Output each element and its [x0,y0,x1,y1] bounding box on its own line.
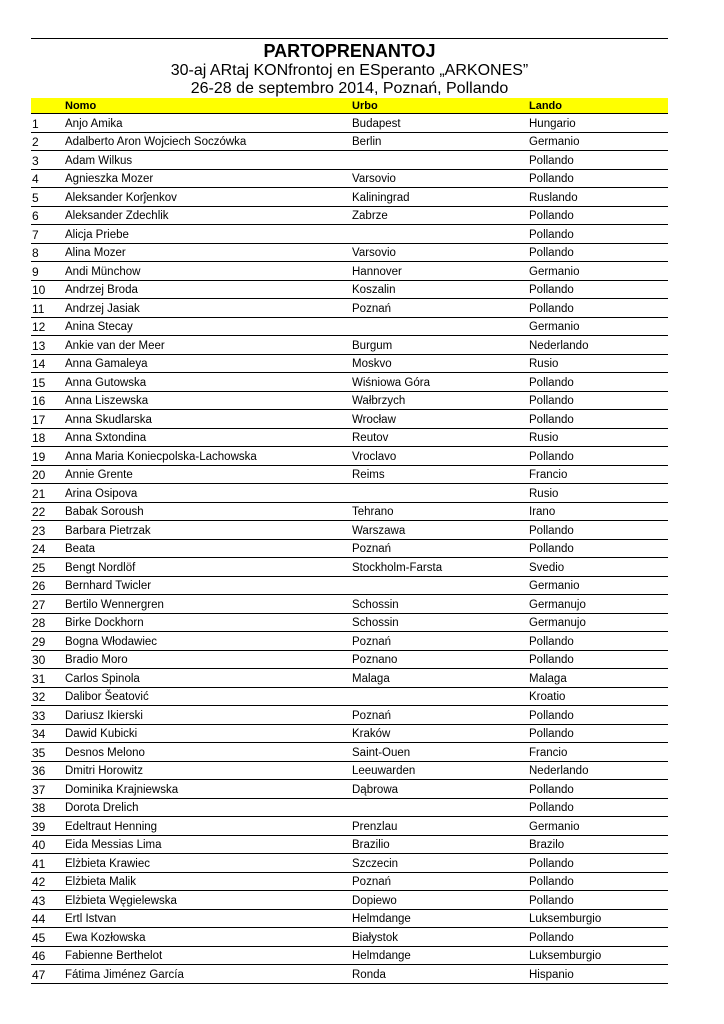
participant-name: Annie Grente [65,465,352,484]
participant-country: Pollando [529,225,668,244]
participant-city: Stockholm-Farsta [352,558,529,577]
table-row [31,132,668,151]
row-number: 14 [31,354,65,373]
row-number: 28 [31,613,65,632]
participant-country: Pollando [529,780,668,799]
row-number: 31 [31,669,65,688]
participant-name: Bertilo Wennergren [65,595,352,614]
participant-city: Reims [352,465,529,484]
participant-country: Pollando [529,373,668,392]
row-number: 13 [31,336,65,355]
participant-country: Germanio [529,132,668,151]
participant-city [352,225,529,244]
table-row [31,280,668,299]
table-row [31,206,668,225]
participant-city: Szczecin [352,854,529,873]
participant-city: Schossin [352,595,529,614]
participant-country: Pollando [529,724,668,743]
row-number: 9 [31,262,65,281]
participant-city: Tehrano [352,502,529,521]
participant-name: Elżbieta Krawiec [65,854,352,873]
participant-city: Ronda [352,965,529,984]
participant-city: Helmdange [352,909,529,928]
table-row [31,706,668,725]
table-row [31,243,668,262]
column-header-number [31,98,65,114]
participant-city: Kaliningrad [352,188,529,207]
participant-name: Alina Mozer [65,243,352,262]
participant-name: Babak Soroush [65,502,352,521]
participant-city: Helmdange [352,946,529,965]
top-rule [31,38,668,39]
participant-city: Poznań [352,872,529,891]
participant-country: Brazilo [529,835,668,854]
participant-country: Pollando [529,280,668,299]
row-number: 12 [31,317,65,336]
table-row [31,539,668,558]
participant-country: Hispanio [529,965,668,984]
participant-name: Dorota Drelich [65,798,352,817]
participant-country: Pollando [529,854,668,873]
table-header-row [31,98,668,114]
participant-city [352,798,529,817]
participant-city: Poznano [352,650,529,669]
row-number: 39 [31,817,65,836]
participant-name: Bogna Włodawiec [65,632,352,651]
participant-country: Pollando [529,299,668,318]
table-row [31,761,668,780]
row-number: 35 [31,743,65,762]
participant-city [352,317,529,336]
table-row [31,373,668,392]
participant-name: Anna Gamaleya [65,354,352,373]
participant-country: Pollando [529,891,668,910]
participant-name: Anjo Amika [65,114,352,133]
table-row [31,595,668,614]
row-number: 21 [31,484,65,503]
participant-city [352,687,529,706]
participant-country: Pollando [529,151,668,170]
row-number: 11 [31,299,65,318]
participant-city: Saint-Ouen [352,743,529,762]
participant-country: Pollando [529,928,668,947]
row-number: 29 [31,632,65,651]
participant-name: Anna Gutowska [65,373,352,392]
participant-country: Rusio [529,354,668,373]
row-number: 41 [31,854,65,873]
table-row [31,391,668,410]
participant-country: Pollando [529,872,668,891]
participant-country: Germanujo [529,595,668,614]
participant-country: Germanio [529,317,668,336]
participant-city: Moskvo [352,354,529,373]
row-number: 33 [31,706,65,725]
row-number: 7 [31,225,65,244]
participant-country: Francio [529,743,668,762]
table-row [31,872,668,891]
participant-name: Dominika Krajniewska [65,780,352,799]
participant-city: Brazilio [352,835,529,854]
table-row [31,780,668,799]
participant-country: Rusio [529,484,668,503]
row-number: 10 [31,280,65,299]
table-row [31,946,668,965]
row-number: 4 [31,169,65,188]
participant-country: Pollando [529,410,668,429]
participant-city: Poznań [352,632,529,651]
participant-country: Francio [529,465,668,484]
participant-city: Zabrze [352,206,529,225]
column-header-city: Urbo [352,98,529,114]
row-number: 18 [31,428,65,447]
row-number: 22 [31,502,65,521]
participant-country: Nederlando [529,336,668,355]
table-row [31,484,668,503]
row-number: 30 [31,650,65,669]
table-row [31,669,668,688]
row-number: 24 [31,539,65,558]
participant-country: Svedio [529,558,668,577]
row-number: 1 [31,114,65,133]
row-number: 43 [31,891,65,910]
participant-city [352,484,529,503]
table-row [31,262,668,281]
row-number: 37 [31,780,65,799]
row-number: 34 [31,724,65,743]
participant-city: Berlin [352,132,529,151]
row-number: 47 [31,965,65,984]
table-row [31,798,668,817]
participant-name: Ewa Kozłowska [65,928,352,947]
participant-name: Bengt Nordlöf [65,558,352,577]
participant-name: Agnieszka Mozer [65,169,352,188]
participant-name: Aleksander Korĵenkov [65,188,352,207]
row-number: 27 [31,595,65,614]
participant-country: Germanio [529,576,668,595]
table-row [31,854,668,873]
participant-name: Anna Maria Koniecpolska-Lachowska [65,447,352,466]
row-number: 26 [31,576,65,595]
participant-city: Dąbrowa [352,780,529,799]
participant-name: Eida Messias Lima [65,835,352,854]
participant-city: Poznań [352,299,529,318]
table-row [31,743,668,762]
participant-name: Dariusz Ikierski [65,706,352,725]
table-row [31,114,668,133]
row-number: 44 [31,909,65,928]
participant-name: Adam Wilkus [65,151,352,170]
row-number: 5 [31,188,65,207]
participant-city: Burgum [352,336,529,355]
participant-country: Hungario [529,114,668,133]
table-row [31,909,668,928]
participant-country: Pollando [529,650,668,669]
row-number: 6 [31,206,65,225]
participant-city: Wiśniowa Góra [352,373,529,392]
participant-country: Pollando [529,391,668,410]
event-dates: 26-28 de septembro 2014, Poznań, Pollando [190,80,509,97]
row-number: 19 [31,447,65,466]
participant-city: Poznań [352,706,529,725]
participant-country: Pollando [529,169,668,188]
participant-name: Alicja Priebe [65,225,352,244]
participant-city: Kraków [352,724,529,743]
participant-city [352,151,529,170]
participant-country: Luksemburgio [529,946,668,965]
column-header-name: Nomo [65,98,352,114]
participant-country: Germanio [529,817,668,836]
participant-city: Varsovio [352,243,529,262]
row-number: 45 [31,928,65,947]
participant-name: Barbara Pietrzak [65,521,352,540]
table-row [31,169,668,188]
row-number: 46 [31,946,65,965]
participant-name: Edeltraut Henning [65,817,352,836]
participant-name: Dalibor Šeatović [65,687,352,706]
participant-name: Elżbieta Malik [65,872,352,891]
participant-city: Malaga [352,669,529,688]
row-number: 16 [31,391,65,410]
participant-city: Dopiewo [352,891,529,910]
participant-country: Pollando [529,539,668,558]
participant-country: Rusio [529,428,668,447]
row-number: 8 [31,243,65,262]
participant-city: Budapest [352,114,529,133]
participant-name: Anna Skudlarska [65,410,352,429]
participant-country: Pollando [529,206,668,225]
participant-name: Birke Dockhorn [65,613,352,632]
table-row [31,447,668,466]
table-row [31,465,668,484]
table-row [31,428,668,447]
participant-name: Anna Liszewska [65,391,352,410]
participant-city: Warszawa [352,521,529,540]
participant-country: Pollando [529,243,668,262]
participant-name: Ertl Istvan [65,909,352,928]
table-row [31,928,668,947]
table-row [31,225,668,244]
participant-name: Andi Münchow [65,262,352,281]
participant-name: Fabienne Berthelot [65,946,352,965]
participant-country: Malaga [529,669,668,688]
participant-city: Leeuwarden [352,761,529,780]
participant-city: Poznań [352,539,529,558]
row-number: 15 [31,373,65,392]
participant-city: Varsovio [352,169,529,188]
participant-name: Carlos Spinola [65,669,352,688]
participant-country: Germanio [529,262,668,281]
table-row [31,558,668,577]
table-row [31,632,668,651]
row-number: 23 [31,521,65,540]
table-row [31,835,668,854]
table-row [31,410,668,429]
row-number: 40 [31,835,65,854]
table-row [31,724,668,743]
participant-city: Wrocław [352,410,529,429]
participant-city: Schossin [352,613,529,632]
participant-name: Bradio Moro [65,650,352,669]
row-number: 3 [31,151,65,170]
document-header [31,42,668,98]
participant-city: Wałbrzych [352,391,529,410]
participant-name: Anna Sxtondina [65,428,352,447]
participant-name: Fátima Jiménez García [65,965,352,984]
event-subtitle: 30-aj ARtaj KONfrontoj en ESperanto „ARKONES” [170,62,529,79]
participant-country: Pollando [529,521,668,540]
participant-city: Prenzlau [352,817,529,836]
table-row [31,650,668,669]
table-row [31,521,668,540]
participant-country: Pollando [529,798,668,817]
table-row [31,687,668,706]
participant-city: Koszalin [352,280,529,299]
participant-city: Hannover [352,262,529,281]
table-row [31,317,668,336]
participant-city: Vroclavo [352,447,529,466]
participant-name: Ankie van der Meer [65,336,352,355]
participant-name: Aleksander Zdechlik [65,206,352,225]
page-title: PARTOPRENANTOJ [263,41,436,61]
participant-name: Beata [65,539,352,558]
table-row [31,576,668,595]
participant-city: Reutov [352,428,529,447]
participant-country: Luksemburgio [529,909,668,928]
participant-country: Kroatio [529,687,668,706]
table-row [31,965,668,984]
participant-country: Pollando [529,447,668,466]
participant-city: Białystok [352,928,529,947]
participant-city [352,576,529,595]
table-body [31,114,668,984]
participant-country: Nederlando [529,761,668,780]
participant-name: Bernhard Twicler [65,576,352,595]
participant-name: Desnos Melono [65,743,352,762]
column-header-country: Lando [529,98,668,114]
participant-country: Pollando [529,632,668,651]
participant-name: Andrzej Jasiak [65,299,352,318]
participant-name: Dawid Kubicki [65,724,352,743]
table-row [31,354,668,373]
document-page [31,38,668,984]
participant-name: Arina Osipova [65,484,352,503]
table-row [31,188,668,207]
row-number: 32 [31,687,65,706]
participant-name: Elżbieta Węgielewska [65,891,352,910]
participant-name: Anina Stecay [65,317,352,336]
table-row [31,613,668,632]
participant-name: Adalberto Aron Wojciech Soczówka [65,132,352,151]
participant-country: Ruslando [529,188,668,207]
participant-name: Andrzej Broda [65,280,352,299]
table-row [31,817,668,836]
row-number: 17 [31,410,65,429]
participant-country: Germanujo [529,613,668,632]
participant-country: Irano [529,502,668,521]
row-number: 25 [31,558,65,577]
row-number: 38 [31,798,65,817]
table-row [31,151,668,170]
table-row [31,299,668,318]
participant-country: Pollando [529,706,668,725]
table-row [31,502,668,521]
participant-name: Dmitri Horowitz [65,761,352,780]
table-row [31,891,668,910]
row-number: 2 [31,132,65,151]
row-number: 36 [31,761,65,780]
row-number: 42 [31,872,65,891]
row-number: 20 [31,465,65,484]
table-row [31,336,668,355]
participants-table [31,98,668,984]
